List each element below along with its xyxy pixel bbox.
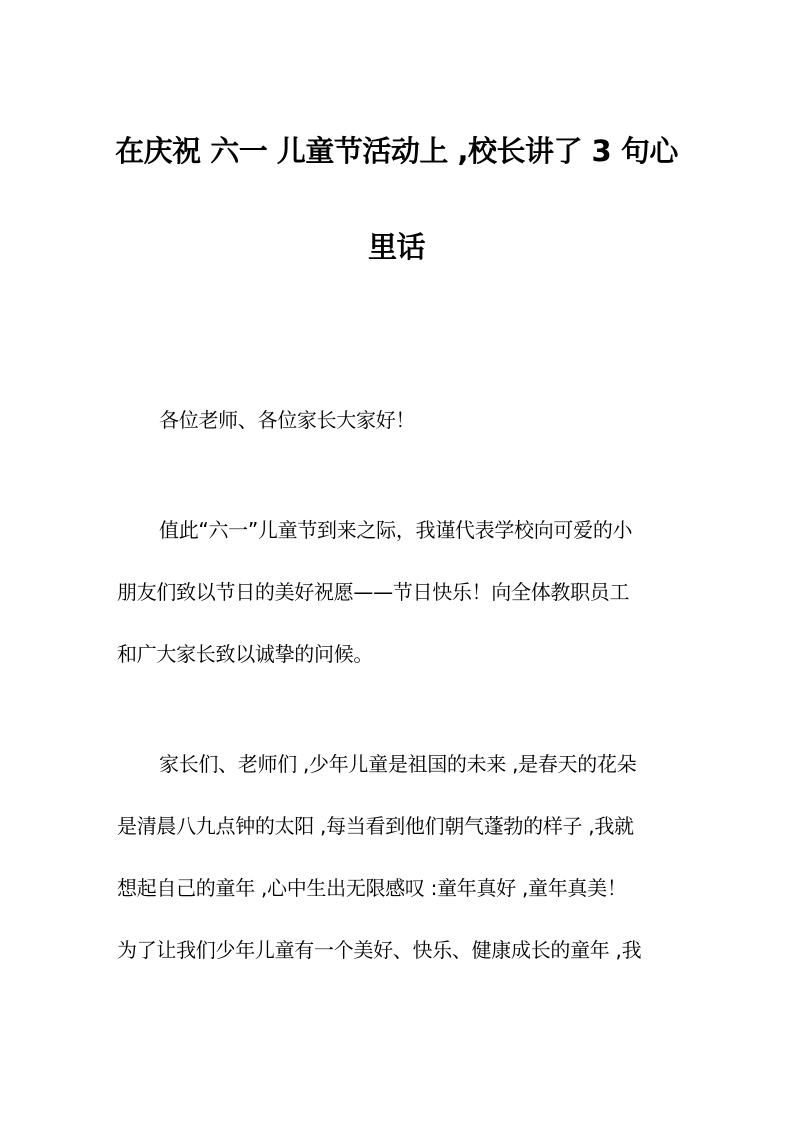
title-line-1: 在庆祝 六一 儿童节活动上 ,校长讲了 3 句心: [115, 134, 678, 168]
paragraph-2-line-2: 是清晨八九点钟的太阳 ,每当看到他们朝气蓬勃的样子 ,我就: [117, 814, 634, 838]
greeting-line: 各位老师、各位家长大家好！: [159, 408, 416, 432]
paragraph-1-line-1: 值此“六一”儿童节到来之际，我谨代表学校向可爱的小: [159, 518, 633, 542]
title-line-2: 里话: [367, 230, 425, 264]
paragraph-1-line-2: 朋友们致以节日的美好祝愿——节日快乐！向全体教职员工: [117, 580, 630, 604]
paragraph-2-line-1: 家长们、老师们 ,少年儿童是祖国的未来 ,是春天的花朵: [159, 752, 637, 776]
paragraph-2-line-3: 想起自己的童年 ,心中生出无限感叹 :童年真好 ,童年真美！: [117, 876, 627, 900]
paragraph-2-line-4: 为了让我们少年儿童有一个美好、快乐、健康成长的童年 ,我: [117, 938, 642, 962]
paragraph-1-line-3: 和广大家长致以诚挚的问候。: [117, 642, 374, 666]
